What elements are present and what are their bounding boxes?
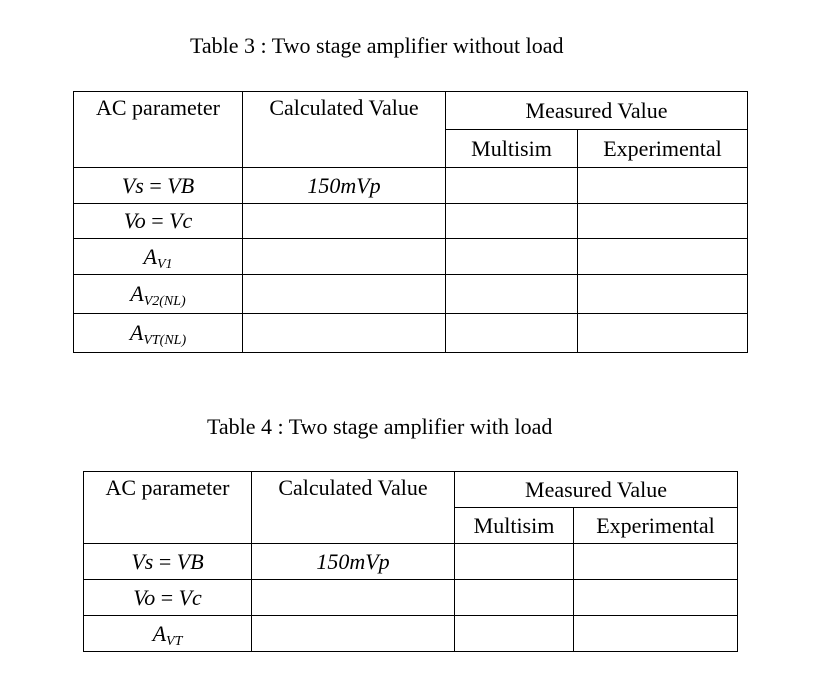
- table4: [83, 471, 738, 652]
- table4-header-measured: Measured Value: [455, 472, 738, 508]
- table-row: [74, 204, 748, 239]
- calculated-cell: 150mVp: [243, 168, 446, 204]
- table-row: [74, 314, 748, 353]
- multisim-cell: [446, 168, 578, 204]
- multisim-cell: [446, 314, 578, 353]
- table-row: [74, 168, 748, 204]
- calculated-cell: [243, 239, 446, 275]
- table-row: [74, 275, 748, 314]
- param-cell: $A_{V1}$: [74, 239, 243, 275]
- experimental-cell: [578, 239, 748, 275]
- multisim-cell: [446, 275, 578, 314]
- multisim-cell: [446, 204, 578, 239]
- table3-caption: Table 3 : Two stage amplifier without load: [190, 33, 564, 58]
- calculated-cell: [252, 616, 455, 652]
- table3-header-experimental: Experimental: [578, 130, 748, 168]
- table4-header-calculated: Calculated Value: [252, 472, 455, 544]
- param-cell: $A_{VT}$: [84, 616, 252, 652]
- table3-header-ac-parameter: AC parameter: [74, 92, 243, 168]
- param-cell: $A_{V2(NL)}$: [74, 275, 243, 314]
- calculated-cell: [243, 204, 446, 239]
- experimental-cell: [578, 314, 748, 353]
- multisim-cell: [455, 544, 574, 580]
- calculated-cell: [243, 275, 446, 314]
- param-cell: Vs = VB: [84, 544, 252, 580]
- calculated-cell: [252, 580, 455, 616]
- calculated-cell: [243, 314, 446, 353]
- table-row: [84, 616, 738, 652]
- experimental-cell: [574, 544, 738, 580]
- table4-header-multisim: Multisim: [455, 508, 574, 544]
- table3-header-multisim: Multisim: [446, 130, 578, 168]
- param-cell: $A_{VT(NL)}$: [74, 314, 243, 353]
- table3: [73, 91, 748, 353]
- multisim-cell: [446, 239, 578, 275]
- table3-header-measured: Measured Value: [446, 92, 748, 130]
- table-row: [84, 544, 738, 580]
- table4-header-ac-parameter: AC parameter: [84, 472, 252, 544]
- table-row: [74, 239, 748, 275]
- multisim-cell: [455, 616, 574, 652]
- table-row: [84, 580, 738, 616]
- experimental-cell: [574, 616, 738, 652]
- calculated-cell: 150mVp: [252, 544, 455, 580]
- experimental-cell: [574, 580, 738, 616]
- table4-header-experimental: Experimental: [574, 508, 738, 544]
- table4-caption: Table 4 : Two stage amplifier with load: [207, 414, 553, 439]
- experimental-cell: [578, 204, 748, 239]
- multisim-cell: [455, 580, 574, 616]
- experimental-cell: [578, 275, 748, 314]
- experimental-cell: [578, 168, 748, 204]
- param-cell: Vo = Vc: [84, 580, 252, 616]
- table3-header-calculated: Calculated Value: [243, 92, 446, 168]
- param-cell: Vs = VB: [74, 168, 243, 204]
- param-cell: Vo = Vc: [74, 204, 243, 239]
